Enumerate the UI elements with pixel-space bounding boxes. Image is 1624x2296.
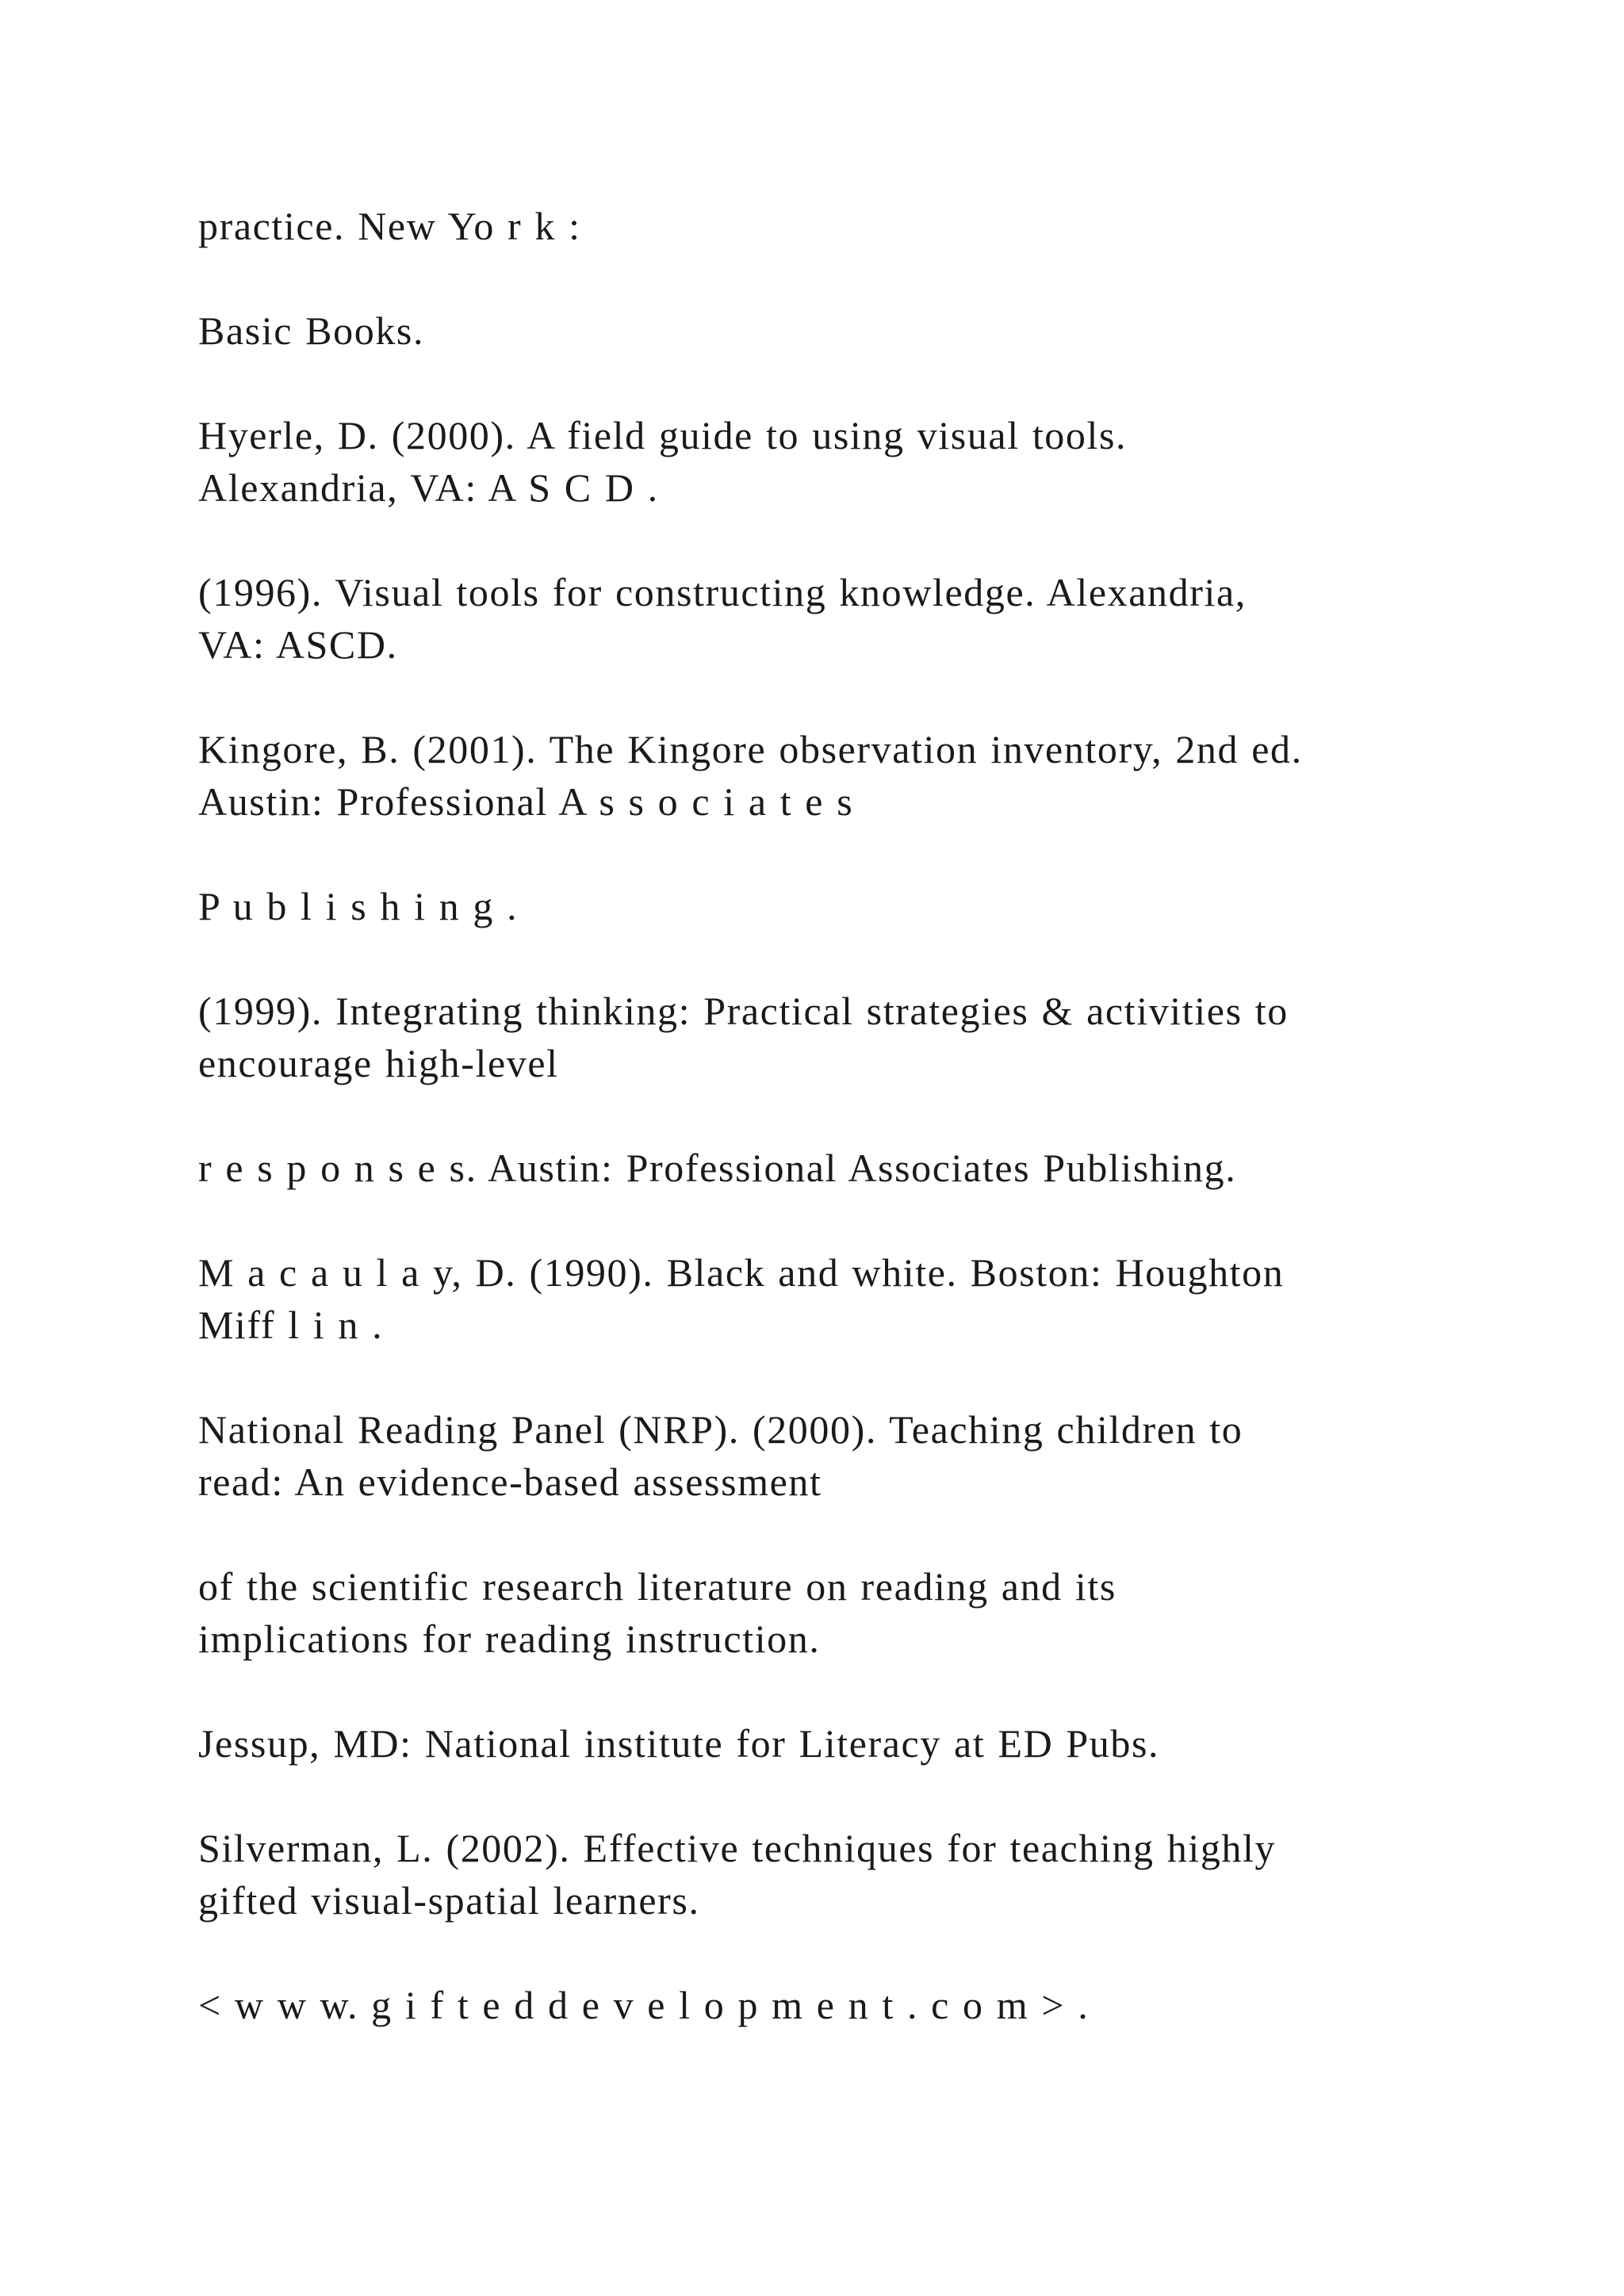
reference-entry — [198, 1822, 1546, 1927]
reference-entry — [198, 1560, 1546, 1665]
text-line: encourage high-level — [198, 1041, 559, 1085]
reference-entry — [198, 409, 1546, 514]
text-line: read: An evidence-based assessment — [198, 1460, 822, 1504]
reference-paragraph — [198, 1142, 1546, 1194]
reference-paragraph — [198, 304, 1546, 357]
text-line: implications for reading instruction. — [198, 1617, 821, 1661]
reference-entry — [198, 1403, 1546, 1508]
text-line: of the scientific research literature on reading and its — [198, 1564, 1116, 1609]
text-line: Alexandria, VA: A S C D . — [198, 465, 659, 510]
text-line: National Reading Panel (NRP). (2000). Teaching children to — [198, 1407, 1243, 1452]
reference-url — [198, 1979, 1546, 2031]
reference-entry — [198, 1246, 1546, 1351]
text-line: Kingore, B. (2001). The Kingore observation inventory, 2nd ed. — [198, 727, 1303, 771]
text-line: Miff l i n . — [198, 1303, 384, 1347]
text-line: Basic Books. — [198, 308, 425, 353]
reference-paragraph — [198, 1717, 1546, 1770]
text-line: Austin: Professional A s s o c i a t e s — [198, 779, 854, 824]
text-line: Hyerle, D. (2000). A field guide to using visual tools. — [198, 413, 1128, 457]
text-line: Silverman, L. (2002). Effective techniques for teaching highly — [198, 1826, 1277, 1870]
text-line: P u b l i s h i n g . — [198, 884, 519, 928]
text-line: VA: ASCD. — [198, 622, 398, 667]
text-line: gifted visual-spatial learners. — [198, 1878, 700, 1923]
reference-entry — [198, 723, 1546, 828]
text-line: (1999). Integrating thinking: Practical strategies & activities to — [198, 989, 1289, 1033]
text-line: r e s p o n s e s. Austin: Professional Associates Publishing. — [198, 1146, 1237, 1190]
reference-paragraph — [198, 200, 1546, 252]
text-line: M a c a u l a y, D. (1990). Black and white. Boston: Houghton — [198, 1250, 1285, 1295]
reference-entry — [198, 566, 1546, 671]
text-line: Jessup, MD: National institute for Literacy at ED Pubs. — [198, 1721, 1160, 1766]
text-line: < w w w. g i f t e d d e v e l o p m e n t . c o m > . — [198, 1983, 1090, 2027]
reference-paragraph — [198, 880, 1546, 932]
reference-entry — [198, 985, 1546, 1089]
text-line: (1996). Visual tools for constructing knowledge. Alexandria, — [198, 570, 1247, 614]
text-line: practice. New Yo r k : — [198, 204, 581, 248]
